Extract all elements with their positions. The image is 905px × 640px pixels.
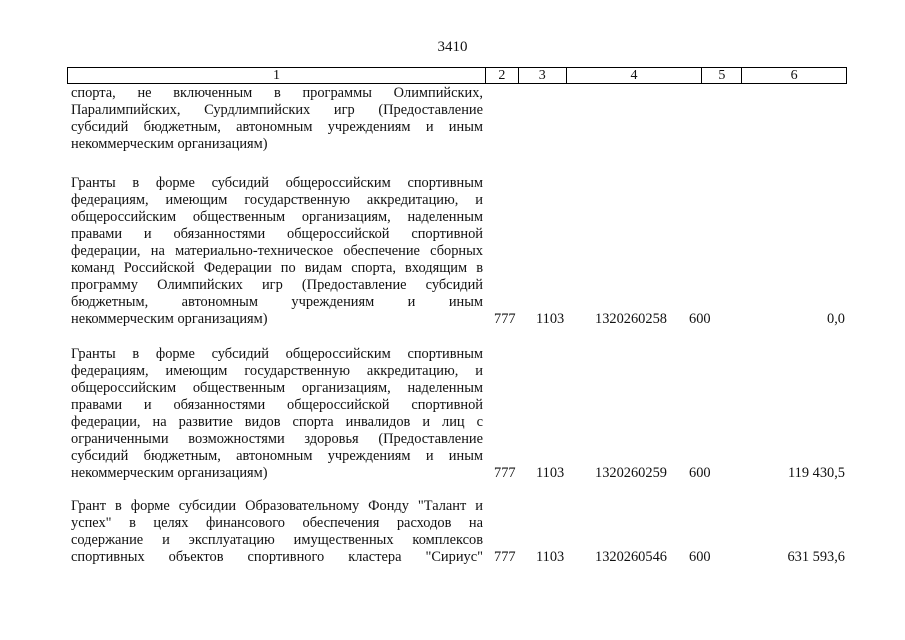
desc-line: содержание и эксплуатацию имущественных комплексов bbox=[71, 532, 483, 548]
row-description bbox=[71, 346, 483, 482]
header-col-1: 1 bbox=[68, 68, 486, 83]
cell-col-4: 1320260546 bbox=[595, 549, 667, 565]
desc-line: общероссийским общественным организациям, наделенным bbox=[71, 209, 483, 225]
desc-line: федерациям, имеющим государственную аккредитацию, и bbox=[71, 192, 483, 208]
cell-col-5: 600 bbox=[689, 311, 711, 327]
cell-col-3: 1103 bbox=[536, 465, 565, 481]
desc-line: федерации, на развитие видов спорта инвалидов и лиц с bbox=[71, 414, 483, 430]
header-col-5: 5 bbox=[702, 68, 742, 83]
desc-line: общероссийским общественным организациям, наделенным bbox=[71, 380, 483, 396]
cell-col-3: 1103 bbox=[536, 311, 565, 327]
desc-line: Грант в форме субсидии Образовательному Фонду "Талант и bbox=[71, 498, 483, 514]
cell-col-5: 600 bbox=[689, 549, 711, 565]
desc-line: некоммерческим организациям) bbox=[71, 465, 268, 481]
cell-col-2: 777 bbox=[494, 465, 516, 481]
header-col-4: 4 bbox=[567, 68, 703, 83]
desc-line: Паралимпийских, Сурдлимпийских игр (Предоставление bbox=[71, 102, 483, 118]
desc-line: ограниченными возможностями здоровья (Предоставление bbox=[71, 431, 483, 447]
desc-line: программу Олимпийских игр (Предоставление субсидий bbox=[71, 277, 483, 293]
table-header bbox=[67, 67, 847, 84]
row-description bbox=[71, 175, 483, 328]
desc-line: успех" в целях финансового обеспечения расходов на bbox=[71, 515, 483, 531]
desc-line: субсидий бюджетным, автономным учреждениям и иным bbox=[71, 119, 483, 135]
cell-col-3: 1103 bbox=[536, 549, 565, 565]
cell-col-6: 0,0 bbox=[827, 311, 845, 327]
row-description bbox=[71, 498, 483, 566]
desc-line: команд Российской Федерации по видам спорта, входящим в bbox=[71, 260, 483, 276]
page-number: 3410 bbox=[437, 39, 468, 55]
row-description bbox=[71, 85, 483, 153]
desc-line: правами и обязанностями общероссийской спортивной bbox=[71, 397, 483, 413]
cell-col-2: 777 bbox=[494, 549, 516, 565]
desc-line: федерации, на материально-техническое обеспечение сборных bbox=[71, 243, 483, 259]
desc-line: спортивных объектов спортивного кластера "Сириус" bbox=[71, 549, 483, 565]
cell-col-4: 1320260259 bbox=[595, 465, 667, 481]
desc-line: бюджетным, автономным учреждениям и иным bbox=[71, 294, 483, 310]
desc-line: федерациям, имеющим государственную аккредитацию, и bbox=[71, 363, 483, 379]
desc-line: Гранты в форме субсидий общероссийским спортивным bbox=[71, 346, 483, 362]
desc-line: спорта, не включенным в программы Олимпийских, bbox=[71, 85, 483, 101]
desc-line: правами и обязанностями общероссийской спортивной bbox=[71, 226, 483, 242]
desc-line: некоммерческим организациям) bbox=[71, 136, 268, 152]
cell-col-6: 631 593,6 bbox=[787, 549, 845, 565]
cell-col-2: 777 bbox=[494, 311, 516, 327]
header-col-2: 2 bbox=[486, 68, 519, 83]
header-col-6: 6 bbox=[790, 68, 798, 83]
desc-line: Гранты в форме субсидий общероссийским спортивным bbox=[71, 175, 483, 191]
cell-col-4: 1320260258 bbox=[595, 311, 667, 327]
cell-col-5: 600 bbox=[689, 465, 711, 481]
header-col-3: 3 bbox=[519, 68, 567, 83]
desc-line: субсидий бюджетным, автономным учреждениям и иным bbox=[71, 448, 483, 464]
desc-line: некоммерческим организациям) bbox=[71, 311, 268, 327]
cell-col-6: 119 430,5 bbox=[787, 465, 845, 481]
